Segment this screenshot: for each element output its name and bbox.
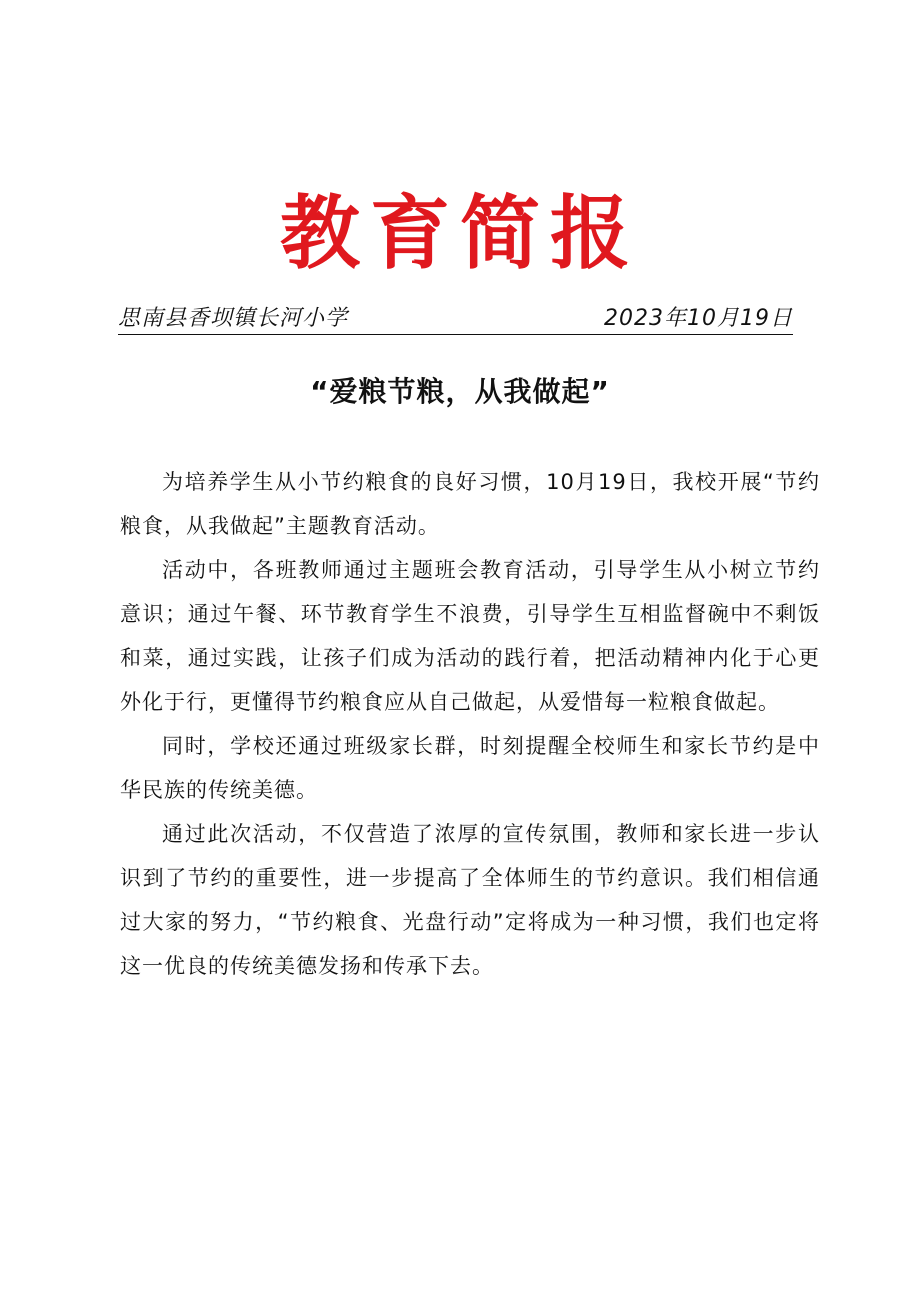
info-line	[118, 304, 793, 335]
school-name: 思南县香坝镇长河小学	[118, 306, 349, 331]
article-body	[120, 460, 820, 988]
article-headline: “爱粮节粮，从我做起”	[310, 375, 610, 408]
article-paragraph: 通过此次活动，不仅营造了浓厚的宣传氛围，教师和家长进一步认识到了节约的重要性，进一步提高了全体师生的节约意识。我们相信通过大家的努力，“节约粮食、光盘行动”定将成为一种习惯，我们也定将这一优良的传统美德发扬和传承下去。	[120, 822, 820, 978]
issue-date: 2023年10月19日	[604, 306, 793, 331]
masthead-title: 教育简报	[280, 186, 640, 280]
article-paragraph: 同时，学校还通过班级家长群，时刻提醒全校师生和家长节约是中华民族的传统美德。	[120, 734, 820, 802]
article-paragraph: 为培养学生从小节约粮食的良好习惯，10月19日，我校开展“节约粮食，从我做起”主题教育活动。	[120, 470, 820, 538]
article-paragraph: 活动中，各班教师通过主题班会教育活动，引导学生从小树立节约意识；通过午餐、环节教育学生不浪费，引导学生互相监督碗中不剩饭和菜，通过实践，让孩子们成为活动的践行着，把活动精神内化于心更外化于行，更懂得节约粮食应从自己做起，从爱惜每一粒粮食做起。	[120, 558, 820, 714]
